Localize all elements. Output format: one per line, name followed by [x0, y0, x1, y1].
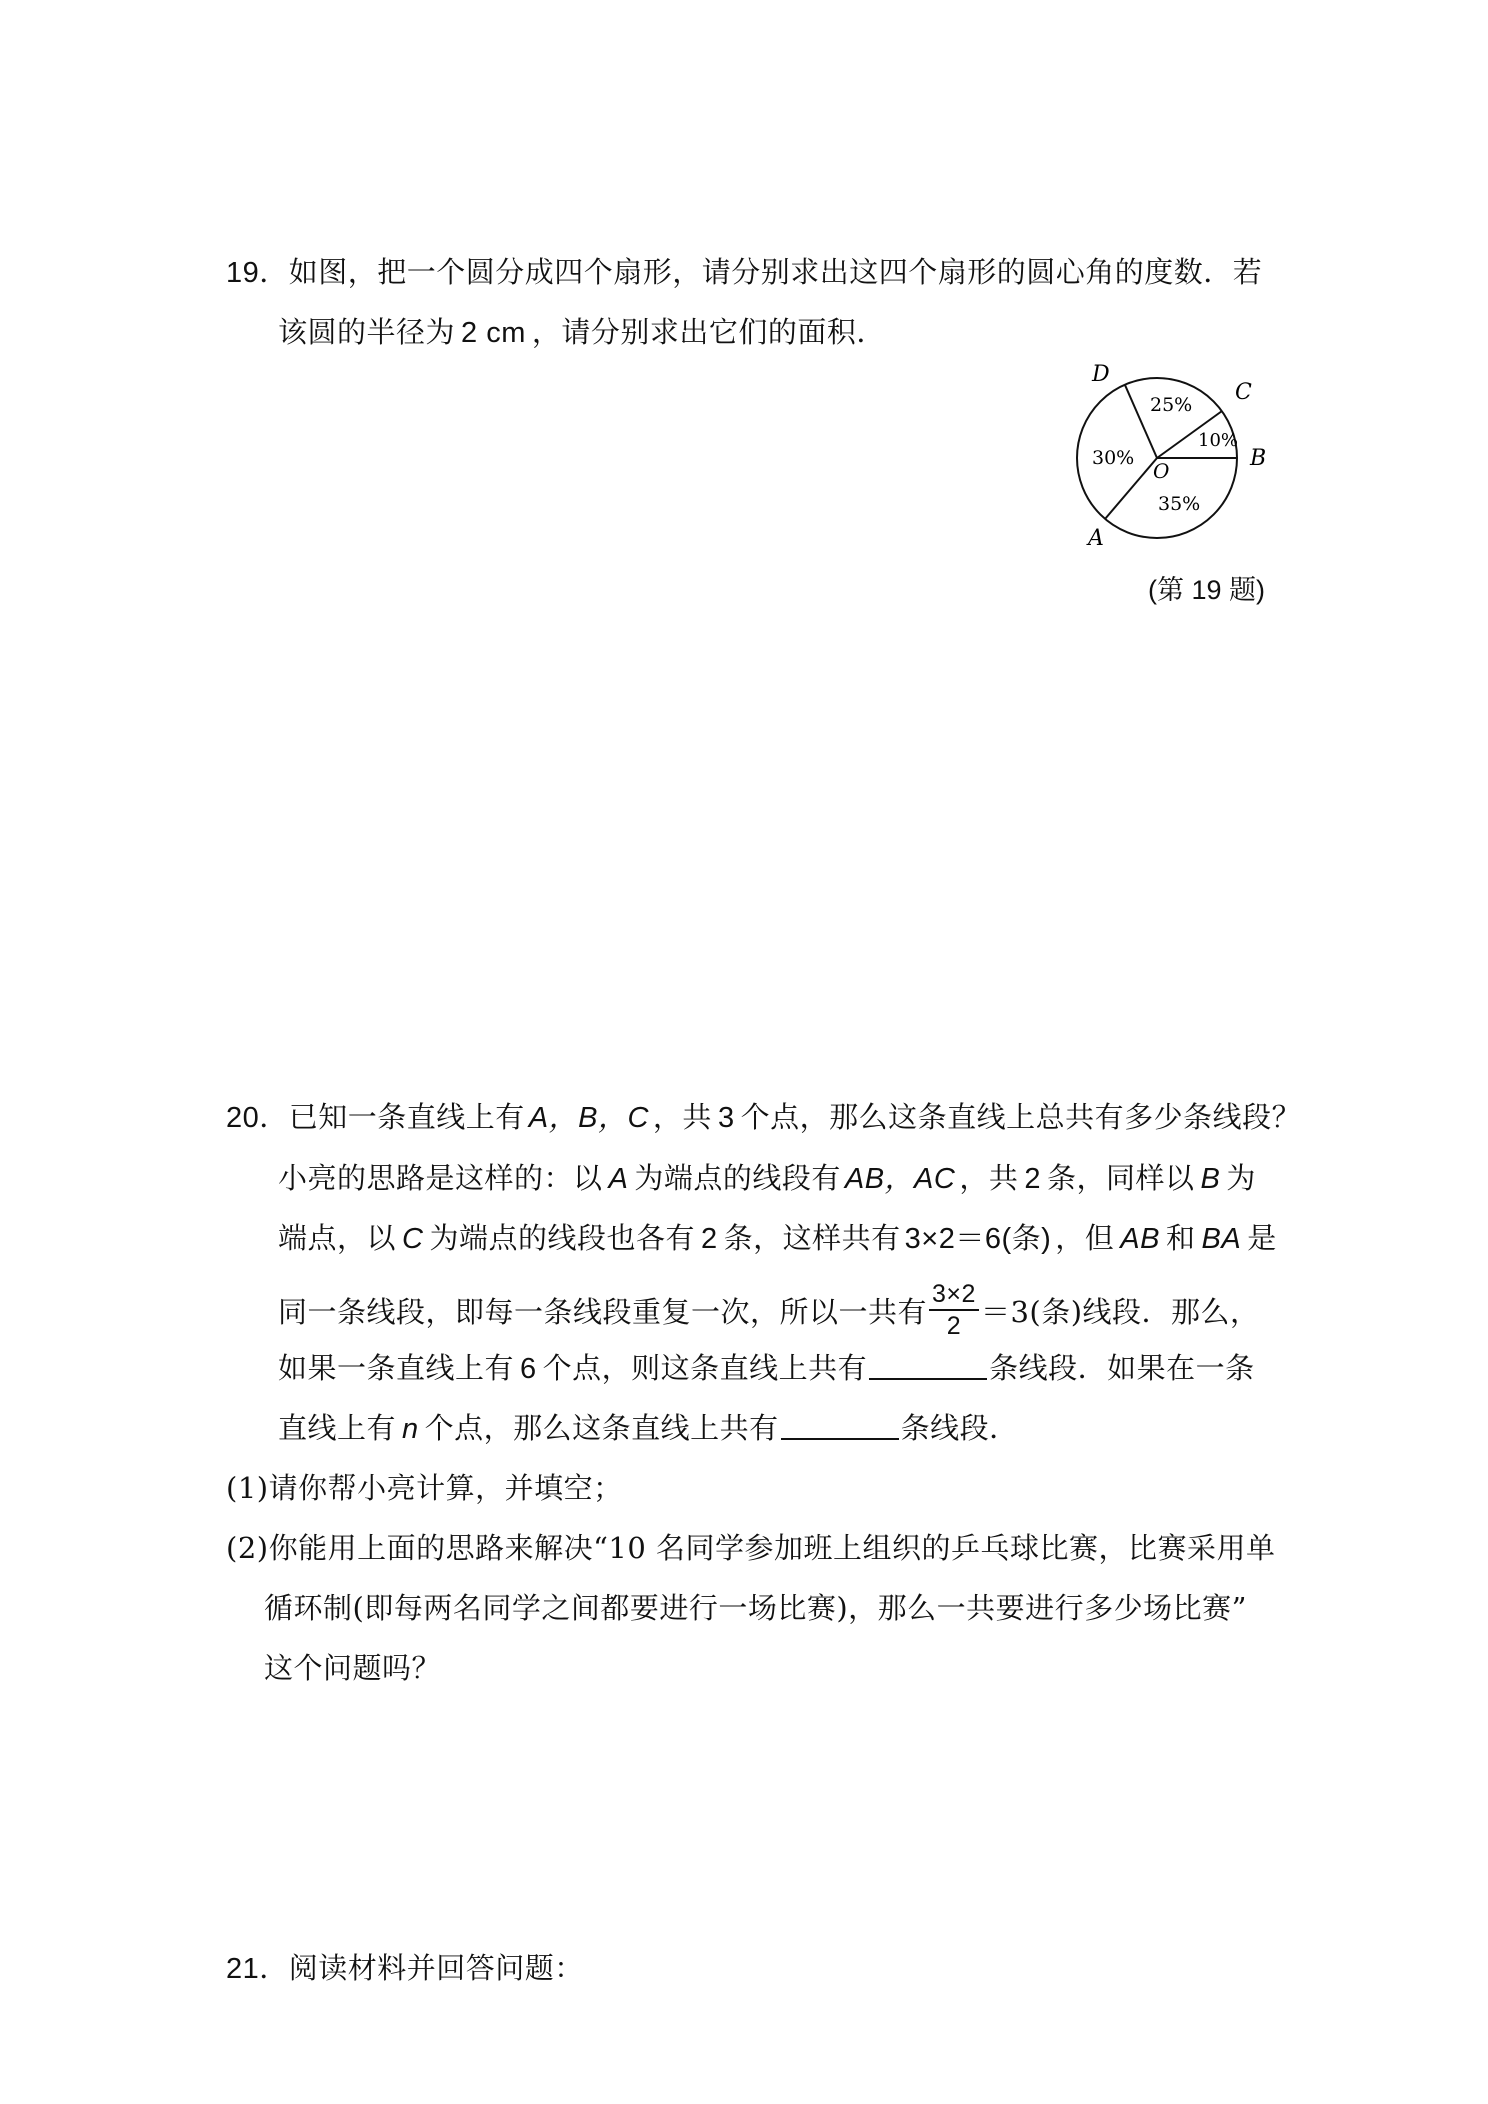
q20-sub-2-line-1: (2)你能用上面的思路来解决“10 名同学参加班上组织的乒乓球比赛，比赛采用单: [226, 1531, 1276, 1565]
q20-l3c: 条，这样共有: [723, 1221, 901, 1255]
q21-line: [226, 1948, 584, 1989]
q20-l3d: ，但: [1055, 1221, 1115, 1255]
q20-l6a: 直线上有: [278, 1411, 397, 1445]
q20-l3expr: 3×2＝6(条): [904, 1223, 1052, 1255]
q20-frac-num: 3×2: [929, 1279, 979, 1311]
q20-l3C: C: [402, 1223, 424, 1255]
sector-label-10: 10%: [1198, 430, 1239, 451]
q20-l6b: 个点，那么这条直线上共有: [424, 1411, 779, 1445]
q20-l2a: 小亮的思路是这样的：以: [278, 1161, 603, 1195]
q20-l3f: 是: [1247, 1221, 1277, 1255]
q20-l2c: ，共: [959, 1161, 1019, 1195]
q20-l2A: A: [608, 1163, 629, 1195]
q20-l3n: 2: [700, 1223, 718, 1255]
q20-line-4: [278, 1280, 1260, 1345]
q20-l6n: n: [402, 1413, 419, 1445]
sector-label-25: 25%: [1150, 394, 1193, 416]
q20-l1b: ，共: [652, 1100, 712, 1134]
q20-l4b: ＝3(条)线段．那么，: [980, 1295, 1260, 1329]
sector-label-35: 35%: [1158, 493, 1201, 515]
label-A: A: [1088, 526, 1104, 551]
q19-line-2: [278, 312, 886, 353]
q20-l2d: 条，同样以: [1047, 1161, 1195, 1195]
q19-line-1: [226, 252, 1262, 293]
q20-l3a: 端点，以: [278, 1221, 397, 1255]
q21-text: 阅读材料并回答问题：: [288, 1951, 584, 1985]
q20-line-2: [278, 1158, 1256, 1199]
q20-l3BA: BA: [1201, 1223, 1242, 1255]
q20-l2segs: AB，AC: [844, 1163, 956, 1195]
q20-line-1: [226, 1097, 1301, 1138]
label-O: O: [1153, 459, 1170, 483]
q20-l1a: 已知一条直线上有: [288, 1100, 525, 1134]
label-B: B: [1250, 446, 1267, 471]
q20-l3AB: AB: [1120, 1223, 1160, 1255]
q20-l1n: 3: [717, 1102, 735, 1134]
q20-l2B: B: [1200, 1163, 1221, 1195]
q20-points: A，B，C: [528, 1102, 649, 1134]
q20-l2n: 2: [1024, 1163, 1042, 1195]
q19-caption: (第 19 题): [1148, 575, 1266, 605]
q19-text-2a: 该圆的半径为: [278, 315, 456, 349]
q19-radius-value: 2 cm: [461, 317, 526, 349]
q20-fraction: [929, 1279, 979, 1341]
q20-l5b: 个点，则这条直线上共有: [542, 1351, 868, 1385]
sector-label-30: 30%: [1092, 447, 1135, 469]
q20-l2b: 为端点的线段有: [634, 1161, 841, 1195]
q20-number: 20．: [226, 1102, 289, 1134]
q20-sub-2-line-3: 这个问题吗？: [264, 1651, 442, 1685]
q20-l2e: 为: [1226, 1161, 1256, 1195]
q20-line-3: [278, 1218, 1277, 1259]
answer-blank-2[interactable]: [781, 1408, 899, 1440]
q21-number: 21．: [226, 1953, 289, 1985]
q19-text-1: 如图，把一个圆分成四个扇形，请分别求出这四个扇形的圆心角的度数．若: [288, 255, 1263, 289]
q20-line-5: [278, 1348, 1255, 1389]
q20-l3b: 为端点的线段也各有: [429, 1221, 695, 1255]
q19-text-2b: ，请分别求出它们的面积．: [531, 315, 886, 349]
q20-l6c: 条线段．: [900, 1411, 1019, 1445]
label-C: C: [1235, 380, 1252, 405]
q20-frac-den: 2: [946, 1312, 962, 1340]
q20-l3e: 和: [1165, 1221, 1196, 1255]
q20-l5n: 6: [520, 1353, 537, 1385]
q20-l5c: 条线段．如果在一条: [989, 1351, 1255, 1385]
q20-line-6: [278, 1408, 1019, 1449]
answer-blank-1[interactable]: [869, 1348, 987, 1380]
label-D: D: [1092, 362, 1110, 387]
q20-l1c: 个点，那么这条直线上总共有多少条线段？: [740, 1100, 1302, 1134]
q20-l4a: 同一条线段，即每一条线段重复一次，所以一共有: [278, 1295, 928, 1329]
q19-number: 19．: [226, 257, 289, 289]
q20-sub-1: (1)请你帮小亮计算，并填空；: [226, 1471, 623, 1505]
q19-circle-figure: [1050, 355, 1290, 555]
q20-sub-2-line-2: 循环制(即每两名同学之间都要进行一场比赛)，那么一共要进行多少场比赛”: [264, 1591, 1247, 1625]
q20-l5a: 如果一条直线上有: [278, 1351, 515, 1385]
